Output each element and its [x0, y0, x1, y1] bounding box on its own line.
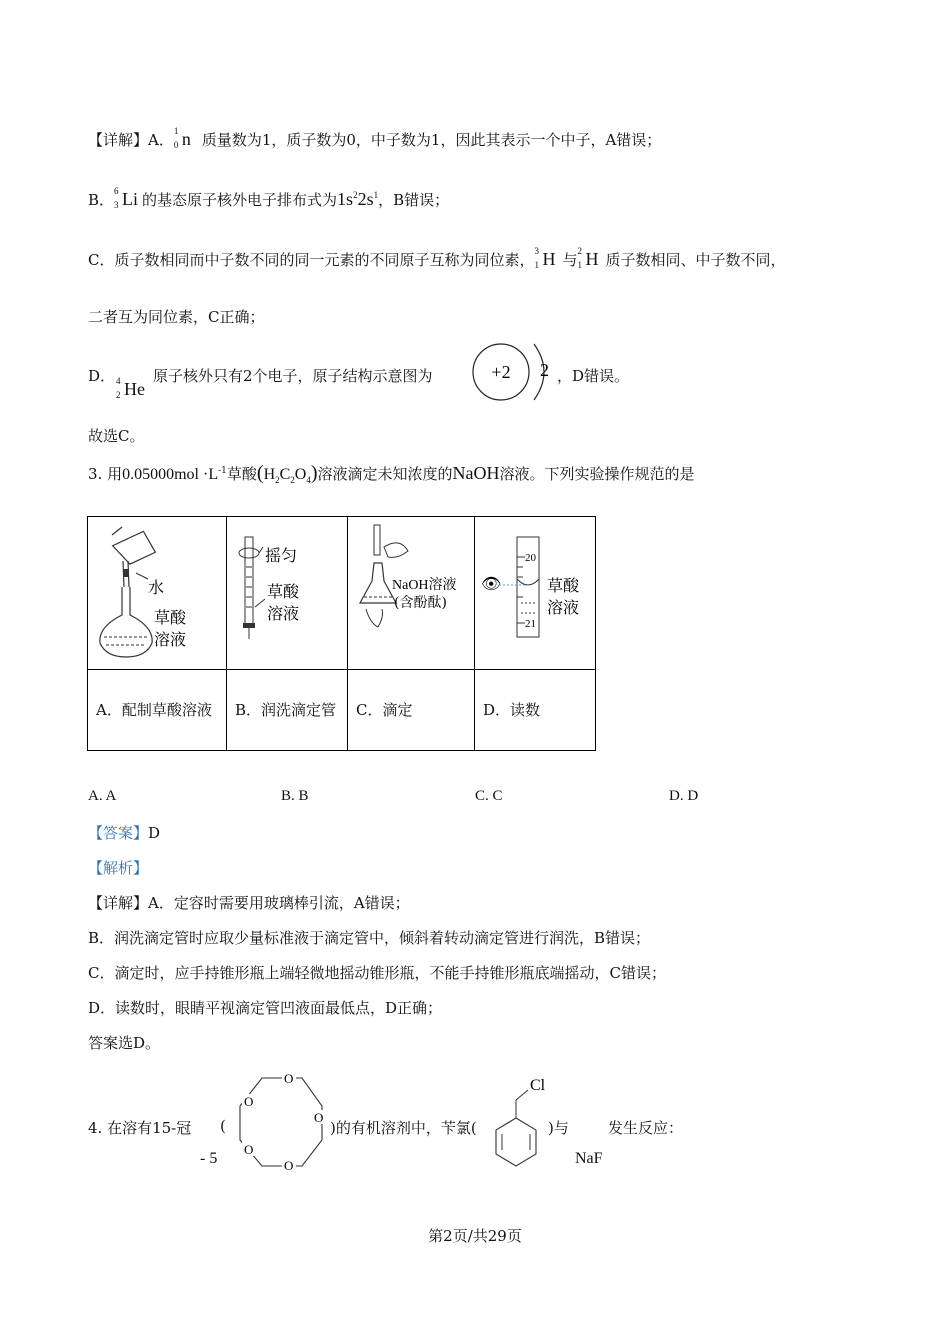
explanation-conclusion: 答案选D。	[88, 1034, 161, 1052]
analysis-tag: 【解析】	[88, 859, 149, 877]
conclusion-1: 故选C。	[88, 427, 145, 445]
svg-text:草酸: 草酸	[154, 608, 187, 627]
oxalic-formula: $(H_2C_2O_4)$	[256, 462, 318, 486]
svg-text:溶液: 溶液	[154, 630, 187, 649]
svg-text:O: O	[284, 1158, 294, 1173]
svg-text:NaOH溶液: NaOH溶液	[392, 578, 457, 593]
lithium-nuclide: 6 3 Li	[114, 186, 139, 210]
electron-configuration: $1s^22s^1$	[337, 189, 379, 209]
detail-line-c2: 二者互为同位素，C正确；	[88, 308, 265, 326]
option-a-label: A．配制草酸溶液	[88, 670, 227, 751]
deuterium-nuclide: 2 1 H	[577, 246, 599, 270]
naf-label: NaF	[575, 1150, 603, 1167]
svg-text:草酸: 草酸	[547, 576, 580, 595]
answer-value: D	[148, 824, 161, 842]
detail-line-d: D．	[88, 367, 116, 385]
answer-line	[88, 822, 160, 843]
page-footer: 第2页/共29页	[428, 1227, 522, 1245]
helium-nuclide: 4 2 He	[116, 376, 145, 400]
neutron-nuclide: 1 0 n	[173, 126, 191, 150]
detail-line-b: B． 6 3 Li 的基态原子核外电子排布式为$1s^22s^1$，B错误；	[88, 186, 449, 216]
svg-text:草酸: 草酸	[267, 582, 300, 601]
explanation-c: C．滴定时，应手持锥形瓶上端轻微地摇动锥形瓶，不能手持锥形瓶底端摇动，C错误；	[88, 964, 666, 982]
operations-table	[87, 516, 596, 751]
figure-d	[475, 517, 596, 670]
explanation-d: D．读数时，眼睛平视滴定管凹液面最低点，D正确；	[88, 999, 443, 1017]
svg-text:21: 21	[525, 618, 536, 630]
explanation-b: B．润洗滴定管时应取少量标准液于滴定管中，倾斜着转动滴定管进行润洗，B错误；	[88, 929, 651, 947]
helium-atom-diagram	[468, 340, 558, 406]
figure-a	[88, 517, 227, 670]
svg-text:O: O	[314, 1110, 324, 1125]
titration-figure	[348, 517, 474, 665]
burette-reading-figure	[475, 517, 595, 665]
nucleus-charge: +2	[491, 362, 511, 382]
svg-text:(含酚酞): (含酚酞)	[394, 595, 447, 611]
explanation-a: 【详解】A．定容时需要用玻璃棒引流，A错误；	[88, 894, 410, 912]
svg-text:O: O	[244, 1142, 254, 1157]
figure-c	[348, 517, 475, 670]
shake-label: 摇匀	[265, 546, 298, 565]
question-4-start: 4. 在溶有15-冠	[88, 1119, 192, 1137]
water-label: 水	[148, 578, 165, 597]
choice-b: B. B	[281, 788, 309, 804]
figure-b	[227, 517, 348, 670]
svg-text:溶液: 溶液	[547, 598, 580, 617]
eye-icon: 👁	[481, 574, 502, 593]
choice-a: A. A	[88, 788, 117, 804]
svg-text:O: O	[244, 1094, 254, 1109]
svg-text:Cl: Cl	[530, 1077, 546, 1094]
svg-text:溶液: 溶液	[267, 604, 300, 623]
detail-tag: 【详解】A．	[88, 131, 174, 149]
detail-line-a: 【详解】A． 1 0 n 质量数为1，质子数为0，中子数为1，因此其表示一个中子，A错误；	[88, 126, 661, 156]
option-d-label: D．读数	[475, 670, 596, 751]
svg-text:20: 20	[525, 552, 536, 564]
question-3: 3. 用$0.05000mol \cdot L^{-1}$草酸$(H_2C_2O_4)$溶液滴定未知浓度的NaOH溶液。下列实验操作规范的是	[88, 462, 695, 486]
answer-tag: 【答案】	[88, 824, 149, 842]
option-b-label: B．润洗滴定管	[227, 670, 348, 751]
burette-rinse-figure	[227, 517, 347, 665]
detail-line-c: C．质子数相同而中子数不同的同一元素的不同原子互称为同位素， 3 1 H 与 2 1 H 质子数相同、中子数不同，	[88, 246, 786, 276]
crown-ether-structure	[222, 1066, 342, 1176]
choice-c: C. C	[475, 788, 503, 804]
volumetric-flask-figure	[88, 517, 226, 665]
electron-count: 2	[540, 360, 549, 380]
tritium-nuclide: 3 1 H	[534, 246, 556, 270]
option-c-label: C．滴定	[348, 670, 475, 751]
benzyl-chloride-structure	[488, 1072, 552, 1172]
svg-text:O: O	[284, 1071, 294, 1086]
choice-d: D. D	[669, 788, 699, 804]
